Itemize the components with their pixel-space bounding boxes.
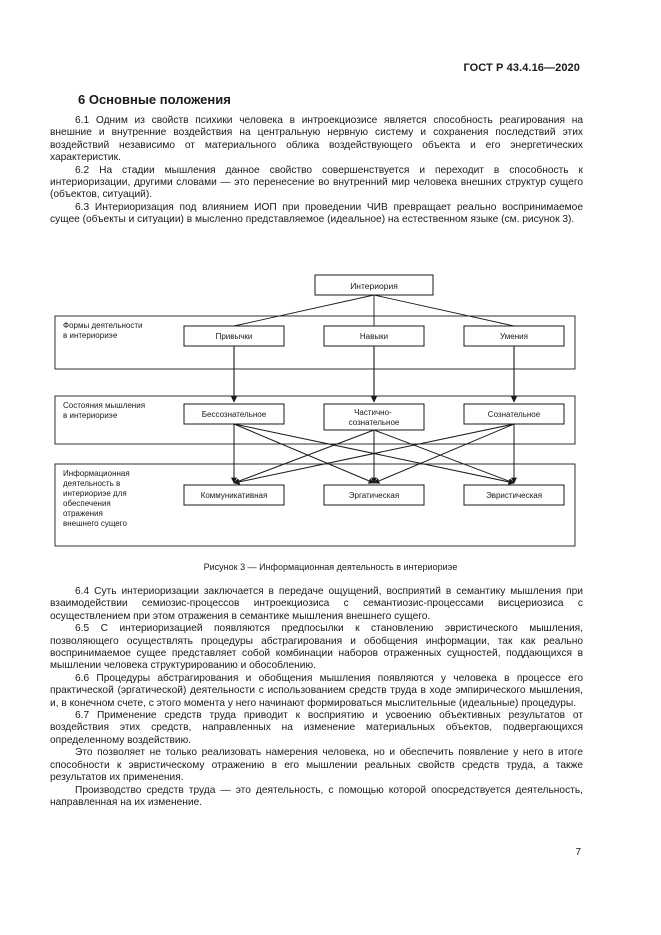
connector-top-left <box>234 295 374 326</box>
arrow-unconscious-ergatic <box>234 424 374 483</box>
box-unconscious-label: Бессознательное <box>201 410 267 419</box>
box-conscious-label: Сознательное <box>487 410 541 419</box>
top-box-label: Интериория <box>350 281 398 291</box>
paragraph-6-4: 6.4 Суть интериоризации заключается в передаче ощущений, восприятий в семантику мышления при взаимодействии семиозис-процессов интроекциозиса с семантиозис-процессами висцериозиса с осуществлением при этом отражения в семантике мышления внешнего сущего. <box>50 586 583 622</box>
box-skills-label: Навыки <box>359 332 389 341</box>
paragraph-6-6: 6.6 Процедуры абстрагирования и обобщения мышления появляются у человека в процессе его практической (эргатической) деятельности с использованием средств труда в ходе эмпирического мышления, и, в конечном счете, с этого момента у него начинают формироваться мыслительные (идеальные) процедуры. <box>50 672 583 709</box>
paragraph-6-7: 6.7 Применение средств труда приводит к восприятию и усвоению объективных результатов от воздействия этих средств, направленных на изменение материальных объектов, подвергающихся определенному воздействию. <box>50 710 583 746</box>
paragraph-6-5: 6.5 С интериоризацией появляются предпосылки к становлению эвристического мышления, позволяющего осуществлять процедуры абстрагирования и обобщения информации, так как реально воспринимаемое сущее представляет собой комбинации наборов отраженных сущностей, поддающихся в мышлении человека структурированию и обособлению. <box>50 623 583 672</box>
arrow-partial-communicative <box>234 430 374 483</box>
group-states-label <box>63 401 147 420</box>
group-info-label-line: обеспечения <box>63 499 111 508</box>
paragraph-6-7-final: Производство средств труда — это деятельность, с помощью которой опосредствуется деятельность, направленная на их изменение. <box>50 784 583 808</box>
group-forms-label-line: Формы деятельности <box>63 321 143 330</box>
box-abilities-label: Умения <box>500 332 528 341</box>
group-info-label-line: отражения <box>63 509 103 518</box>
arrow-partial-heuristic <box>374 430 514 483</box>
group-info-label-line: интериориэе для <box>63 489 127 498</box>
group-states-label-line: Состояния мышления <box>63 401 146 410</box>
box-heuristic-label: Эвристическая <box>485 491 543 500</box>
paragraph-6-1: 6.1 Одним из свойств психики человека в интроекциозисе является способность реагирования на внешние и внутренние воздействия на центральную нервную систему и сохранения последствий этих воздействий независимо от материального облика воздействующего объекта и его энергетических характеристик. <box>50 115 583 164</box>
box-partially-conscious-line: сознательное <box>348 418 400 427</box>
standard-number: ГОСТ Р 43.4.16—2020 <box>463 62 580 74</box>
paragraph-6-3: 6.3 Интериоризация под влиянием ИОП при проведении ЧИВ превращает реально воспринимаемое сущее (объекты и ситуации) в мысленно представляемое (идеальное) на естественном языке (см. рисунок 3). <box>50 201 583 226</box>
group-forms-label <box>63 321 145 340</box>
group-info-label-line: Информационная <box>63 469 130 478</box>
arrow-conscious-ergatic <box>374 424 514 483</box>
group-info-label <box>63 469 132 528</box>
page-number: 7 <box>575 847 581 858</box>
connector-top-right <box>374 295 514 326</box>
box-communicative-label: Коммуникативная <box>200 491 268 500</box>
box-habits-label: Привычки <box>215 332 253 341</box>
group-info-label-line: деятельность в <box>63 479 121 488</box>
group-forms-label-line: в интериориэе <box>63 331 118 340</box>
paragraph-6-7-cont: Это позволяет не только реализовать намерения человека, но и обеспечить появление у него в итоге способности к эвристическому отражению в его мышлении реальных свойств средств труда, а также результатов их применения. <box>50 747 583 784</box>
group-info-label-line: внешнего сущего <box>63 519 127 528</box>
text-block-bottom <box>50 586 583 809</box>
paragraph-6-2: 6.2 На стадии мышления данное свойство совершенствуется и переходит в способность к интериоризации, другими словами — это перенесение во внутренний мир человека внешних структур сущего (объектов, ситуаций). <box>50 164 583 201</box>
figure-caption: Рисунок 3 — Информационная деятельность в интериориэе <box>203 562 458 572</box>
group-states-label-line: в интериориэе <box>63 411 118 420</box>
box-partially-conscious-label <box>349 408 400 427</box>
box-ergatic-label: Эргатическая <box>348 491 400 500</box>
box-partially-conscious-line: Частично- <box>354 408 392 417</box>
section-title: 6 Основные положения <box>78 92 231 107</box>
